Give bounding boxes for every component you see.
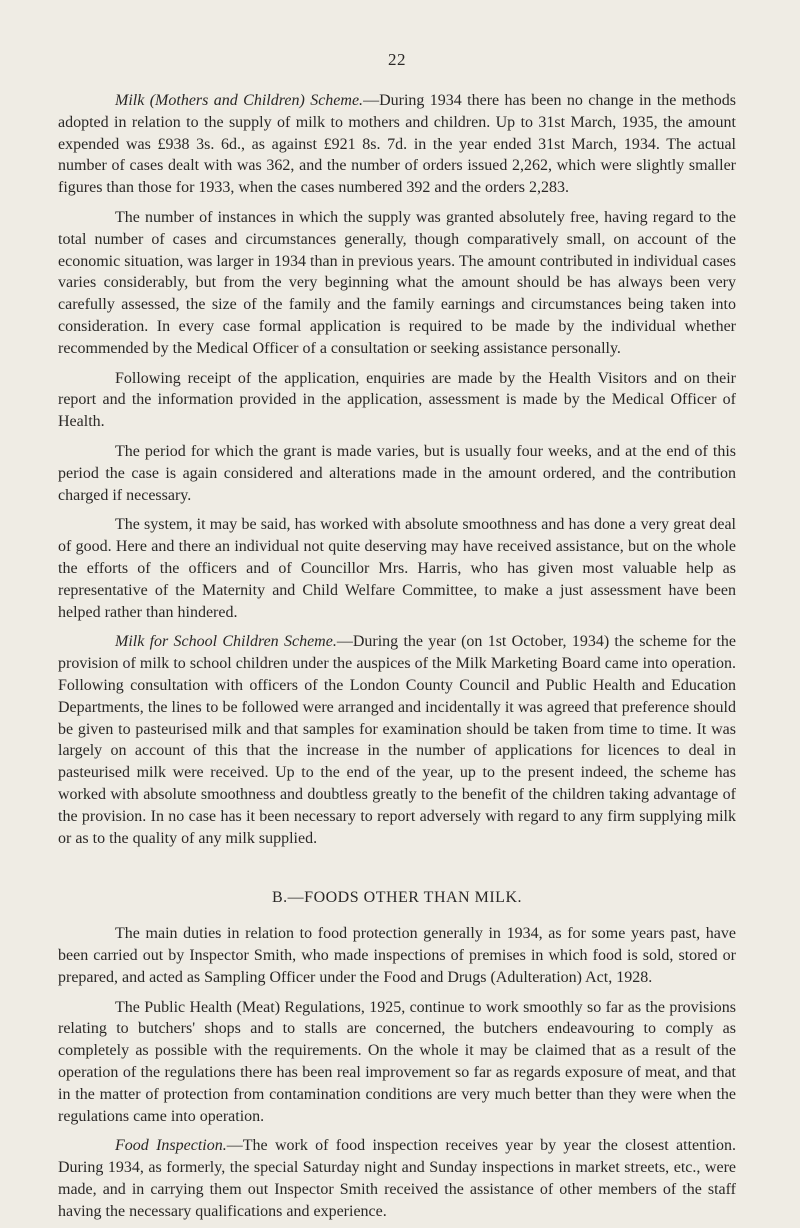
- paragraph-food-inspection: [58, 1135, 736, 1222]
- milk-mothers-children-text: —During 1934 there has been no change in the methods adopted in relation to the supply of milk to mothers and children. Up to 31st March, 1935, the amount expended was £938 3s. 6d., as against £921 8s. 7d. in the year ended 31st March, 1934. The actual number of cases dealt with was 362, and the number of orders issued 2,262, which were slightly smaller figures than those for 1933, when the cases numbered 392 and the orders 2,283.: [58, 92, 736, 197]
- paragraph-grant-period: The period for which the grant is made varies, but is usually four weeks, and at the end of this period the case is again considered and alterations made in the amount ordered, and the contribution charged if necessary.: [58, 442, 736, 504]
- paragraph-milk-school-children: [58, 631, 736, 849]
- paragraph-milk-mothers-children: [58, 90, 736, 199]
- milk-mothers-children-title: Milk (Mothers and Children) Scheme.: [115, 92, 364, 109]
- milk-school-children-title: Milk for School Children Scheme.: [115, 633, 337, 651]
- paragraph-meat-regulations: The Public Health (Meat) Regulations, 1925, continue to work smoothly so far as the provisions relating to butchers' shops and to stalls are concerned, the butchers endeavouring to comply as completely as possible with the requirements. On the whole it may be claimed that as a result of the operation of the regulations there has been real improvement so far as regards exposure of meat, and that in the matter of protection from contamination conditions are very much better than they were when the regulations came into operation.: [58, 998, 736, 1125]
- paragraph-system: The system, it may be said, has worked with absolute smoothness and has done a very great deal of good. Here and there an individual not quite deserving may have received assistance, but on the whole the efforts of the officers and of Councillor Mrs. Harris, who has given most valuable help as representative of the Maternity and Child Welfare Committee, to make a just assessment have been helped rather than hindered.: [58, 516, 736, 621]
- food-inspection-title: Food Inspection.: [115, 1137, 227, 1155]
- milk-school-children-text: —During the year (on 1st October, 1934) the scheme for the provision of milk to school children under the auspices of the Milk Marketing Board came into operation. Following consultation with officers of the London County Council and Public Health and Education Departments, the lines to be followed were arranged and incidentally it was agreed that preference should be given to pasteurised milk and that samples for examination should be taken from time to time. It was largely on account of this that the increase in the number of applications for licences to deal in pasteurised milk were received. Up to the end of the year, up to the present indeed, the scheme has worked with absolute smoothness and doubtless greatly to the benefit of the children taking advantage of the provision. In no case has it been necessary to report adversely with regard to any firm supplying milk or as to the quality of any milk supplied.: [58, 633, 736, 847]
- paragraph-main-duties: The main duties in relation to food protection generally in 1934, as for some years past, have been carried out by Inspector Smith, who made inspections of premises in which food is sold, stored or prepared, and acted as Sampling Officer under the Food and Drugs (Adulteration) Act, 1928.: [58, 925, 736, 986]
- page-number: 22: [388, 50, 406, 69]
- paragraph-enquiries: Following receipt of the application, enquiries are made by the Health Visitors and on their report and the information provided in the application, assessment is made by the Medical Officer of Health.: [58, 369, 736, 431]
- section-heading-foods-other-than-milk: B.—FOODS OTHER THAN MILK.: [272, 889, 522, 907]
- paragraph-free-supply: The number of instances in which the supply was granted absolutely free, having regard to the total number of cases and circumstances generally, though comparatively small, on account of the economic situation, was larger in 1934 than in previous years. The amount contributed in individual cases varies considerably, but from the very beginning what the amount should be has always been very carefully assessed, the size of the family and the family earnings and circumstances being taken into consideration. In every case formal application is required to be made by the individual whether recommended by the Medical Officer of a consultation or seeking assistance personally.: [58, 208, 736, 357]
- food-inspection-text: —The work of food inspection receives year by year the closest attention. During 1934, as formerly, the special Saturday night and Sunday inspections in market streets, etc., were made, and in carrying them out Inspector Smith received the assistance of other members of the staff having the necessary qualifications and experience.: [58, 1137, 736, 1220]
